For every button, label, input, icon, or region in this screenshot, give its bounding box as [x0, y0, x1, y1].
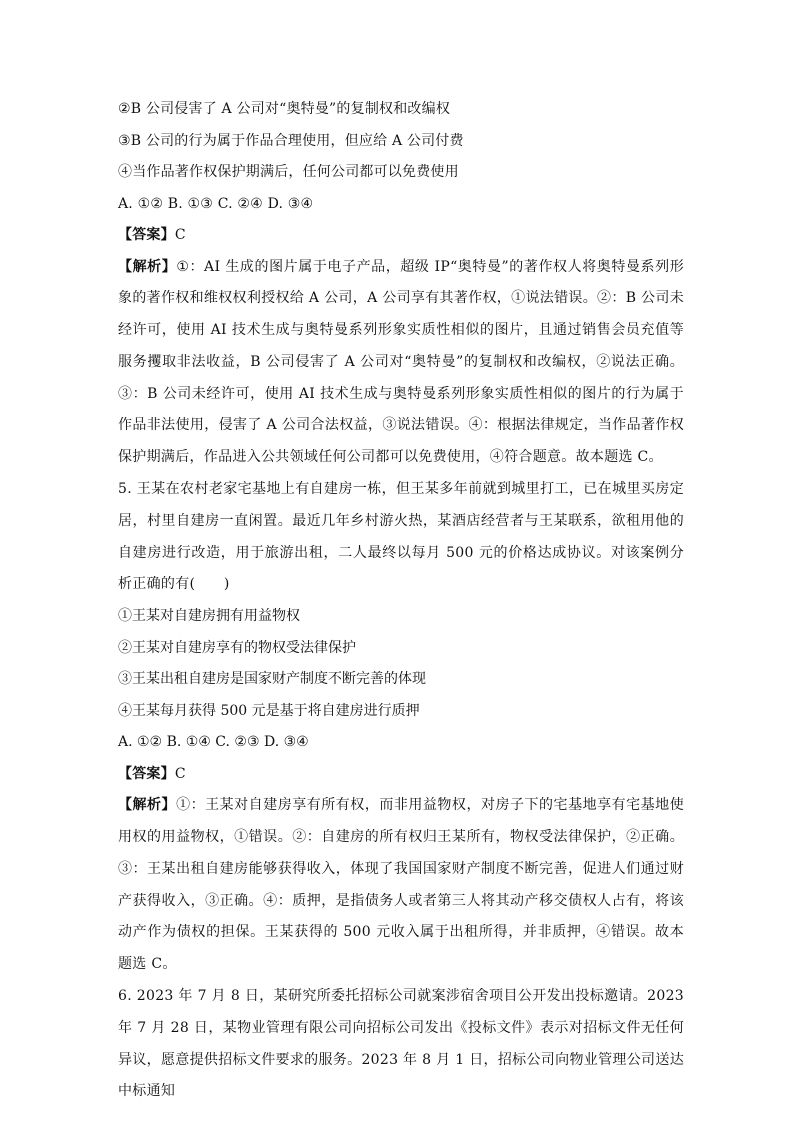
answer-value: C: [174, 227, 186, 243]
question-stem: 6. 2023 年 7 月 8 日，某研究所委托招标公司就案涉宿舍项目公开发出投标邀请。2023 年 7 月 28 日，某物业管理有限公司向招标公司发出《投标文件》表示对招标文件无任何异议，愿意提供招标文件要求的服务。2023 年 8 月 1 日，招标公司向物业管理公司送达中标通知: [118, 988, 684, 1100]
question-stem: 5. 王某在农村老家宅基地上有自建房一栋，但王某多年前就到城里打工，已在城里买房定居，村里自建房一直闲置。最近几年乡村游火热，某酒店经营者与王某联系，欲租用他的自建房进行改造，用于旅游出租，二人最终以每月 500 元的价格达成协议。对该案例分析正确的有( ): [118, 481, 684, 593]
question6: [118, 981, 684, 1108]
answer-choices: A. ①② B. ①③ C. ②④ D. ③④: [118, 195, 314, 212]
answer-line: [118, 759, 684, 791]
answer-label: 【答案】: [118, 227, 175, 243]
answer-label: 【答案】: [118, 765, 175, 782]
option-line: ②B 公司侵害了 A 公司对“奥特曼”的复制权和改编权: [118, 101, 451, 117]
answer-choices: A. ①② B. ①④ C. ②③ D. ③④: [118, 734, 309, 751]
option-line: ①王某对自建房拥有用益物权: [118, 608, 300, 625]
analysis-paragraph: [118, 252, 684, 475]
option-line: ②王某对自建房享有的物权受法律保护: [118, 639, 356, 656]
option-line: ③B 公司的行为属于作品合理使用，但应给 A 公司付费: [118, 132, 464, 149]
question5: [118, 474, 684, 981]
analysis-label: 【解析】: [118, 797, 177, 814]
analysis-text: ①：王某对自建房享有所有权，而非用益物权，对房子下的宅基地享有宅基地使用权的用益物权，①错误。②：自建房的所有权归王某所有，物权受法律保护，②正确。③：王某出租自建房能够获得收入，体现了我国国家财产制度不断完善，促进人们通过财产获得收入，③正确。④：质押，是指债务人或者第三人将其动产移交债权人占有，将该动产作为债权的担保。王某获得的 500 元收入属于出租所得，并非质押，④错误。故本题选 C。: [118, 797, 684, 973]
answer-line: [118, 220, 684, 252]
question4-continued: [118, 94, 684, 474]
analysis-paragraph: [118, 790, 684, 981]
answer-value: C: [174, 765, 186, 782]
option-line: ④当作品著作权保护期满后，任何公司都可以免费使用: [118, 164, 459, 180]
analysis-label: 【解析】: [118, 258, 177, 275]
option-line: ③王某出租自建房是国家财产制度不断完善的体现: [118, 671, 426, 688]
option-line: ④王某每月获得 500 元是基于将自建房进行质押: [118, 702, 420, 719]
analysis-text: ①：AI 生成的图片属于电子产品，超级 IP“奥特曼”的著作权人将奥特曼系列形象的著作权和维权权利授权给 A 公司，A 公司享有其著作权，①说法错误。②：B 公司未经许可，使用 AI 技术生成与奥特曼系列形象实质性相似的图片，且通过销售会员充值等服务攫取非法收益，B 公司侵害了 A 公司对“奥特曼”的复制权和改编权，②说法正确。③：B 公司未经许可，使用 AI 技术生成与奥特曼系列形象实质性相似的图片的行为属于作品非法使用，侵害了 A 公司合法权益，③说法错误。④：根据法律规定，当作品著作权保护期满后，作品进入公共领域任何公司都可以免费使用，④符合题意。故本题选 C。: [118, 258, 685, 466]
document-page: [118, 94, 684, 1108]
